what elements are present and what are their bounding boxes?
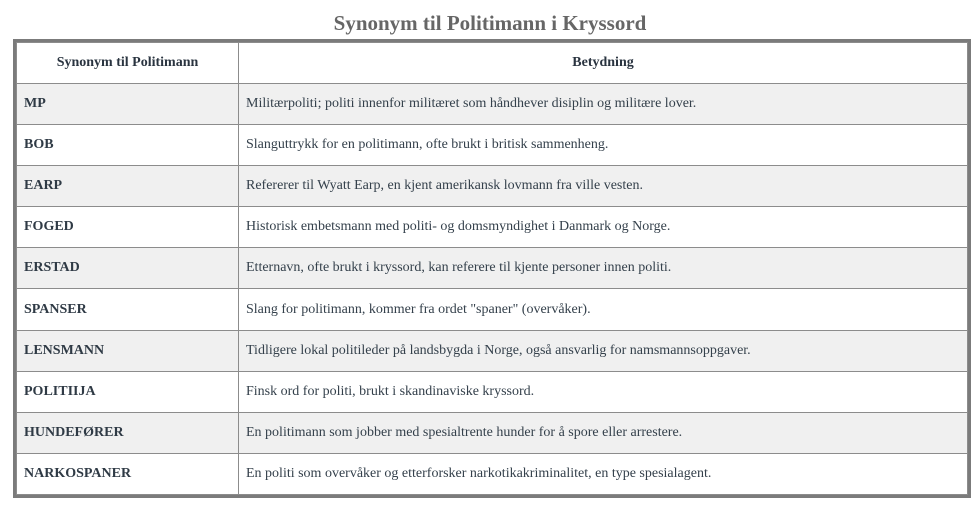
table-row	[17, 248, 968, 289]
meaning-cell: Refererer til Wyatt Earp, en kjent amerikansk lovmann fra ville vesten.	[239, 166, 968, 207]
table-row	[17, 207, 968, 248]
header-synonym: Synonym til Politimann	[17, 43, 239, 84]
term-cell: NARKOSPANER	[17, 453, 239, 494]
meaning-cell: Etternavn, ofte brukt i kryssord, kan referere til kjente personer innen politi.	[239, 248, 968, 289]
synonym-table	[16, 42, 968, 495]
term-cell: SPANSER	[17, 289, 239, 330]
term-cell: FOGED	[17, 207, 239, 248]
meaning-cell: Militærpoliti; politi innenfor militæret som håndhever disiplin og militære lover.	[239, 84, 968, 125]
table-row	[17, 125, 968, 166]
term-cell: LENSMANN	[17, 330, 239, 371]
meaning-cell: Finsk ord for politi, brukt i skandinaviske kryssord.	[239, 371, 968, 412]
term-cell: POLITIIJA	[17, 371, 239, 412]
table-row	[17, 330, 968, 371]
table-header-row	[17, 43, 968, 84]
term-cell: MP	[17, 84, 239, 125]
term-cell: BOB	[17, 125, 239, 166]
table-row	[17, 453, 968, 494]
meaning-cell: Tidligere lokal politileder på landsbygda i Norge, også ansvarlig for namsmannsoppgaver.	[239, 330, 968, 371]
term-cell: HUNDEFØRER	[17, 412, 239, 453]
table-row	[17, 84, 968, 125]
table-row	[17, 371, 968, 412]
meaning-cell: Historisk embetsmann med politi- og domsmyndighet i Danmark og Norge.	[239, 207, 968, 248]
table-row	[17, 412, 968, 453]
header-meaning: Betydning	[239, 43, 968, 84]
meaning-cell: Slang for politimann, kommer fra ordet "spaner" (overvåker).	[239, 289, 968, 330]
table-row	[17, 289, 968, 330]
term-cell: EARP	[17, 166, 239, 207]
meaning-cell: En politimann som jobber med spesialtrente hunder for å spore eller arrestere.	[239, 412, 968, 453]
meaning-cell: En politi som overvåker og etterforsker narkotikakriminalitet, en type spesialagent.	[239, 453, 968, 494]
term-cell: ERSTAD	[17, 248, 239, 289]
page-title: Synonym til Politimann i Kryssord	[333, 11, 647, 36]
meaning-cell: Slanguttrykk for en politimann, ofte brukt i britisk sammenheng.	[239, 125, 968, 166]
table-row	[17, 166, 968, 207]
synonym-table-container	[13, 39, 971, 498]
